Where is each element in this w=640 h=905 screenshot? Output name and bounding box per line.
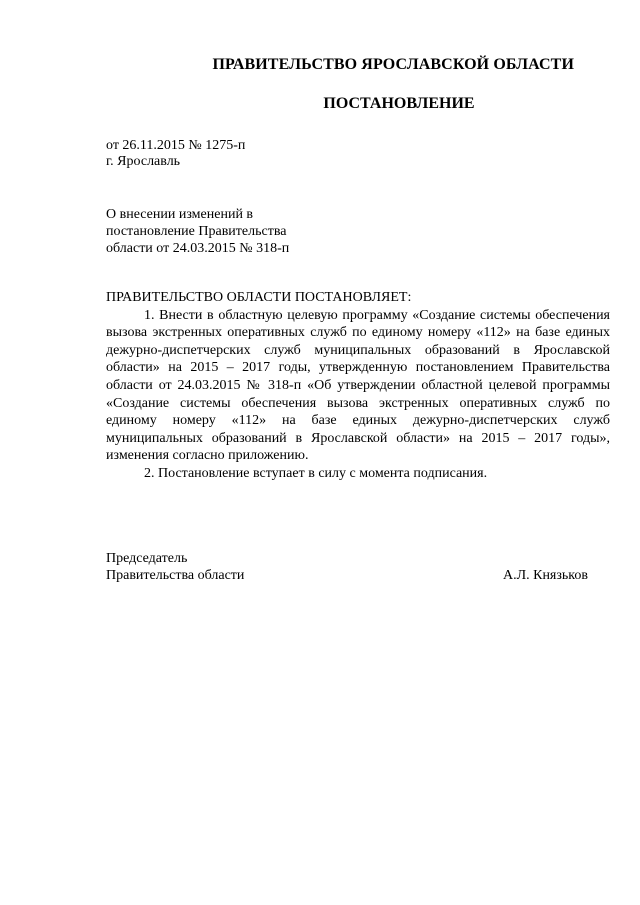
clause-1: 1. Внести в областную целевую программу «Создание системы обеспечения вызова экстренных оперативных служб по единому номеру «112» на базе единых дежурно-диспетчерских служб муниципальных образований в Ярославской области» на 2015 – 2017 годы, утвержденную постановлением Правительства области от 24.03.2015 № 318-п «Об утверждении областной целевой программы «Создание системы обеспечения вызова экстренных оперативных служб по единому номеру «112» на базе единых дежурно-диспетчерских служб муниципальных образований в Ярославской области» на 2015 – 2017 годы», изменения согласно приложению. bbox=[106, 307, 610, 464]
signature-row bbox=[106, 567, 588, 584]
signer-name: А.Л. Князьков bbox=[503, 568, 588, 583]
document-body bbox=[106, 289, 610, 483]
date-number: от 26.11.2015 № 1275-п bbox=[106, 138, 246, 153]
city: г. Ярославль bbox=[106, 154, 181, 169]
document-subject bbox=[106, 206, 289, 257]
document-meta bbox=[106, 138, 245, 170]
subject-line-1: О внесении изменений в bbox=[106, 207, 254, 222]
government-title: ПРАВИТЕЛЬСТВО ЯРОСЛАВСКОЙ ОБЛАСТИ bbox=[212, 56, 574, 73]
signer-position-line-2: Правительства области bbox=[106, 568, 245, 583]
signature-block bbox=[106, 550, 588, 584]
clause-2: 2. Постановление вступает в силу с момента подписания. bbox=[144, 465, 488, 481]
subject-line-2: постановление Правительства bbox=[106, 224, 287, 239]
document-type: ПОСТАНОВЛЕНИЕ bbox=[323, 95, 475, 112]
preamble: ПРАВИТЕЛЬСТВО ОБЛАСТИ ПОСТАНОВЛЯЕТ: bbox=[106, 290, 412, 305]
subject-line-3: области от 24.03.2015 № 318-п bbox=[106, 241, 290, 256]
signer-position-line-1: Председатель bbox=[106, 551, 188, 566]
